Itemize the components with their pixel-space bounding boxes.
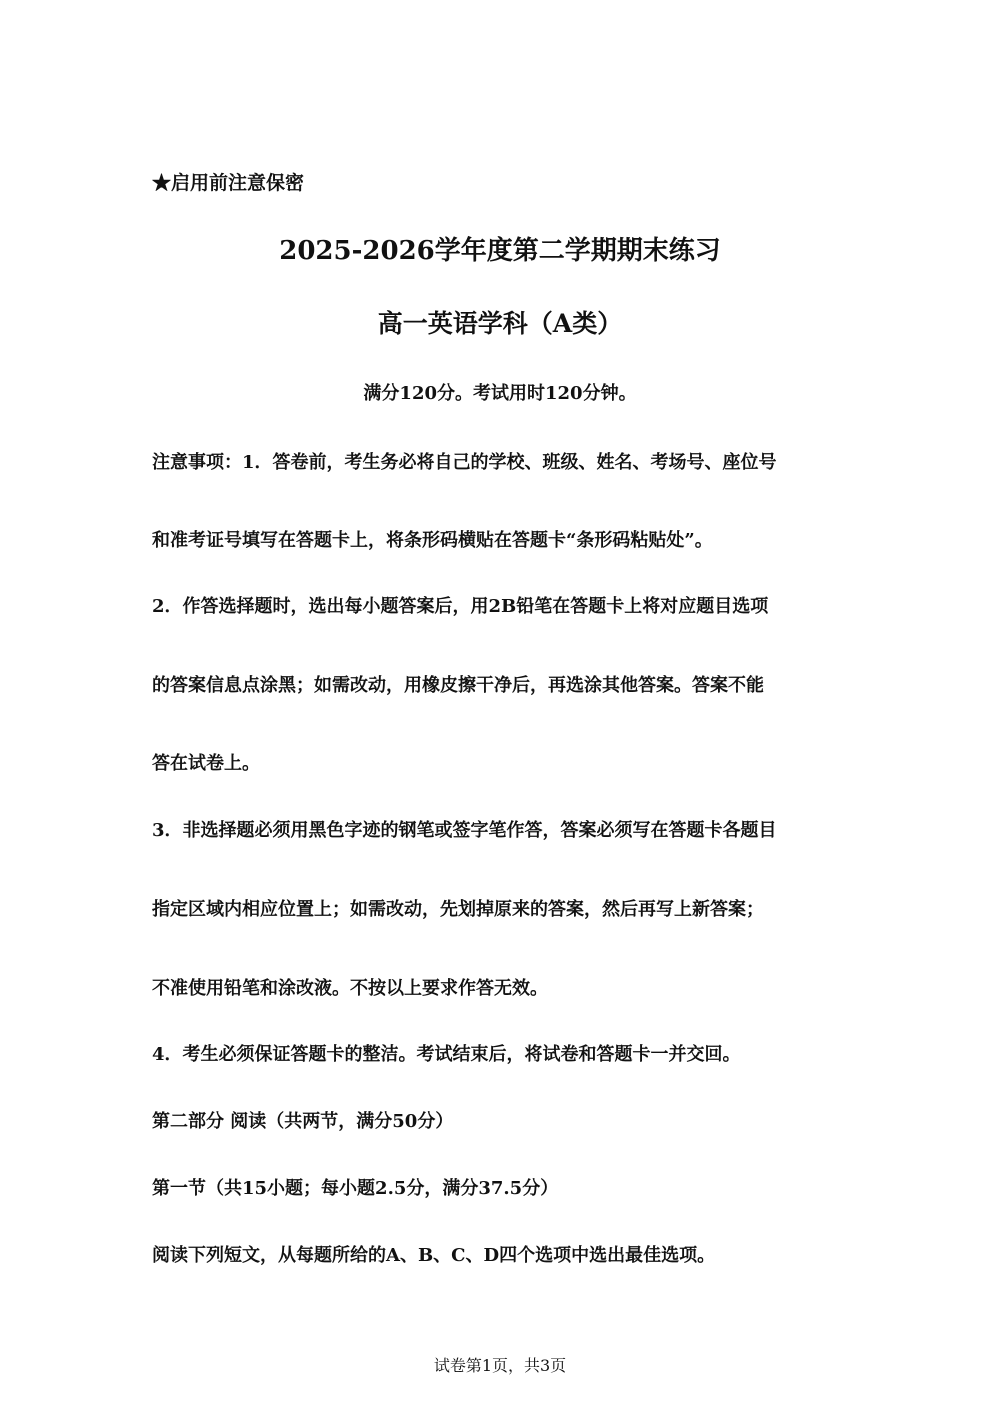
instruction-line-8: 不准使用铅笔和涂改液。不按以上要求作答无效。 <box>152 978 548 999</box>
instruction-line-1: 注意事项：1．答卷前，考生务必将自己的学校、班级、姓名、考场号、座位号 <box>152 452 777 473</box>
page-number-footer: 试卷第1页，共3页 <box>433 1356 567 1375</box>
exam-subtitle: 高一英语学科（A类） <box>377 309 623 338</box>
exam-title: 2025-2026学年度第二学期期末练习 <box>279 236 721 266</box>
instruction-line-2: 和准考证号填写在答题卡上，将条形码横贴在答题卡“条形码粘贴处”。 <box>152 530 713 551</box>
confidential-mark: ★启用前注意保密 <box>152 172 305 194</box>
instruction-line-6: 3．非选择题必须用黑色字迹的钢笔或签字笔作答，答案必须写在答题卡各题目 <box>152 820 777 841</box>
reading-directions: 阅读下列短文，从每题所给的A、B、C、D四个选项中选出最佳选项。 <box>152 1245 716 1266</box>
part-heading: 第二部分 阅读（共两节，满分50分） <box>152 1111 454 1132</box>
instruction-line-3: 2．作答选择题时，选出每小题答案后，用2B铅笔在答题卡上将对应题目选项 <box>152 596 769 617</box>
instruction-line-5: 答在试卷上。 <box>152 753 260 774</box>
instruction-line-4: 的答案信息点涂黑；如需改动，用橡皮擦干净后，再选涂其他答案。答案不能 <box>152 675 764 696</box>
instruction-line-7: 指定区域内相应位置上；如需改动，先划掉原来的答案，然后再写上新答案； <box>152 899 764 920</box>
instruction-line-9: 4．考生必须保证答题卡的整洁。考试结束后，将试卷和答题卡一并交回。 <box>152 1044 741 1065</box>
score-info: 满分120分。考试用时120分钟。 <box>363 383 637 404</box>
subsection-heading: 第一节（共15小题；每小题2.5分，满分37.5分） <box>152 1178 559 1199</box>
